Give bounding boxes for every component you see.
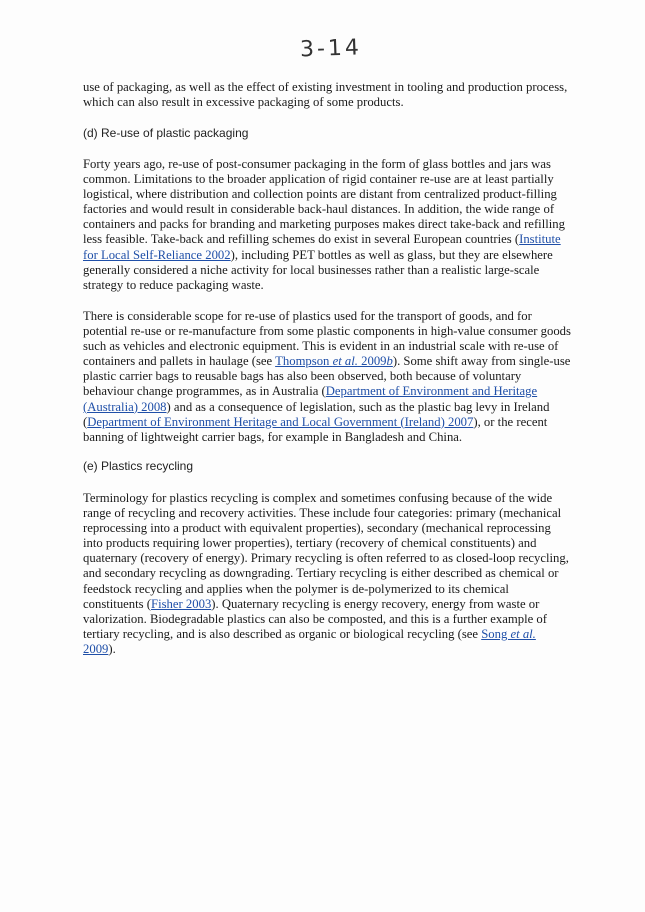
- citation-et-al: et al.: [332, 354, 358, 369]
- paragraph-continuation: [83, 80, 571, 110]
- paragraph-text: Terminology for plastics recycling is complex and sometimes confusing because of the wide range of recycling and recovery activities. These include four categories: primary (mechanical reprocessing into a product with equivalent properties), secondary (mechanical reprocessing into products requiring lower properties), tertiary (recovery of chemical constituents) and quaternary (recovery of energy). Primary recycling is often referred to as closed-loop recycling, and secondary recycling as downgrading. Tertiary recycling is either described as chemical or feedstock recycling and applies when the polymer is de-polymerized to its chemical constituents (: [83, 491, 569, 611]
- paragraph-text: ), or the recent banning of lightweight carrier bags, for example in Bangladesh and China.: [83, 414, 548, 444]
- citation-suffix: b: [386, 354, 393, 369]
- section-heading-e: (e) Plastics recycling: [83, 459, 194, 473]
- section-heading-d: (d) Re-use of plastic packaging: [83, 126, 249, 140]
- citation-link-fisher-2003[interactable]: Fisher 2003: [151, 596, 212, 611]
- paragraph-text: ).: [108, 641, 116, 656]
- citation-link-thompson-2009b[interactable]: [275, 354, 393, 368]
- citation-link-dept-environment-ireland[interactable]: Department of Environment Heritage and Local Government (Ireland) 2007: [87, 414, 474, 429]
- citation-author: Thompson: [275, 354, 333, 369]
- citation-et-al: et al.: [510, 626, 536, 641]
- citation-year: 2009: [357, 354, 387, 369]
- paragraph-text: ), including PET bottles as well as glass, but they are elsewhere generally considered a niche activity for local businesses rather than a realistic large-scale strategy to reduce packaging waste.: [83, 247, 553, 292]
- handwritten-page-number: 3-14: [299, 35, 363, 63]
- citation-link-institute-local-self-reliance[interactable]: Institute for Local Self-Reliance 2002: [83, 232, 561, 262]
- paragraph-text: Forty years ago, re-use of post-consumer packaging in the form of glass bottles and jars was common. Limitations to the broader application of rigid container re-use are at least partially logistical, where distribution and collection points are distant from centralized product-filling factories and would result in considerable back-haul distances. In addition, the wide range of containers and packs for branding and marketing purposes makes direct take-back and refilling less feasible. Take-back and refilling schemes do exist in several European countries (: [83, 157, 565, 247]
- citation-link-dept-environment-australia[interactable]: Department of Environment and Heritage (Australia) 2008: [83, 384, 538, 414]
- paragraph-transport-reuse: [83, 309, 571, 445]
- paragraph-text: ). Quaternary recycling is energy recovery, energy from waste or valorization. Biodegradable plastics can also be composted, and this is a further example of tertiary recycling, and is also described as organic or biological recycling (see: [83, 596, 548, 641]
- paragraph-text: There is considerable scope for re-use of plastics used for the transport of goods, and for potential re-use or re-manufacture from some plastic components in high-value consumer goods such as vehicles and electronic equipment. This is evident in an industrial scale with re-use of containers and pallets in haulage (see: [83, 309, 571, 369]
- paragraph-text: ) and as a consequence of legislation, such as the plastic bag levy in Ireland (: [83, 399, 550, 429]
- citation-year: 2009: [83, 641, 109, 656]
- paragraph-text: ). Some shift away from single-use plastic carrier bags to reusable bags has also been observed, both because of voluntary behaviour change programmes, as in Australia (: [83, 354, 571, 399]
- citation-author: Song: [481, 626, 511, 641]
- paragraph-recycling-terminology: [83, 491, 571, 657]
- paragraph-reuse-packaging: [83, 157, 571, 293]
- paragraph-text: use of packaging, as well as the effect of existing investment in tooling and production process, which can also result in excessive packaging of some products.: [83, 80, 568, 110]
